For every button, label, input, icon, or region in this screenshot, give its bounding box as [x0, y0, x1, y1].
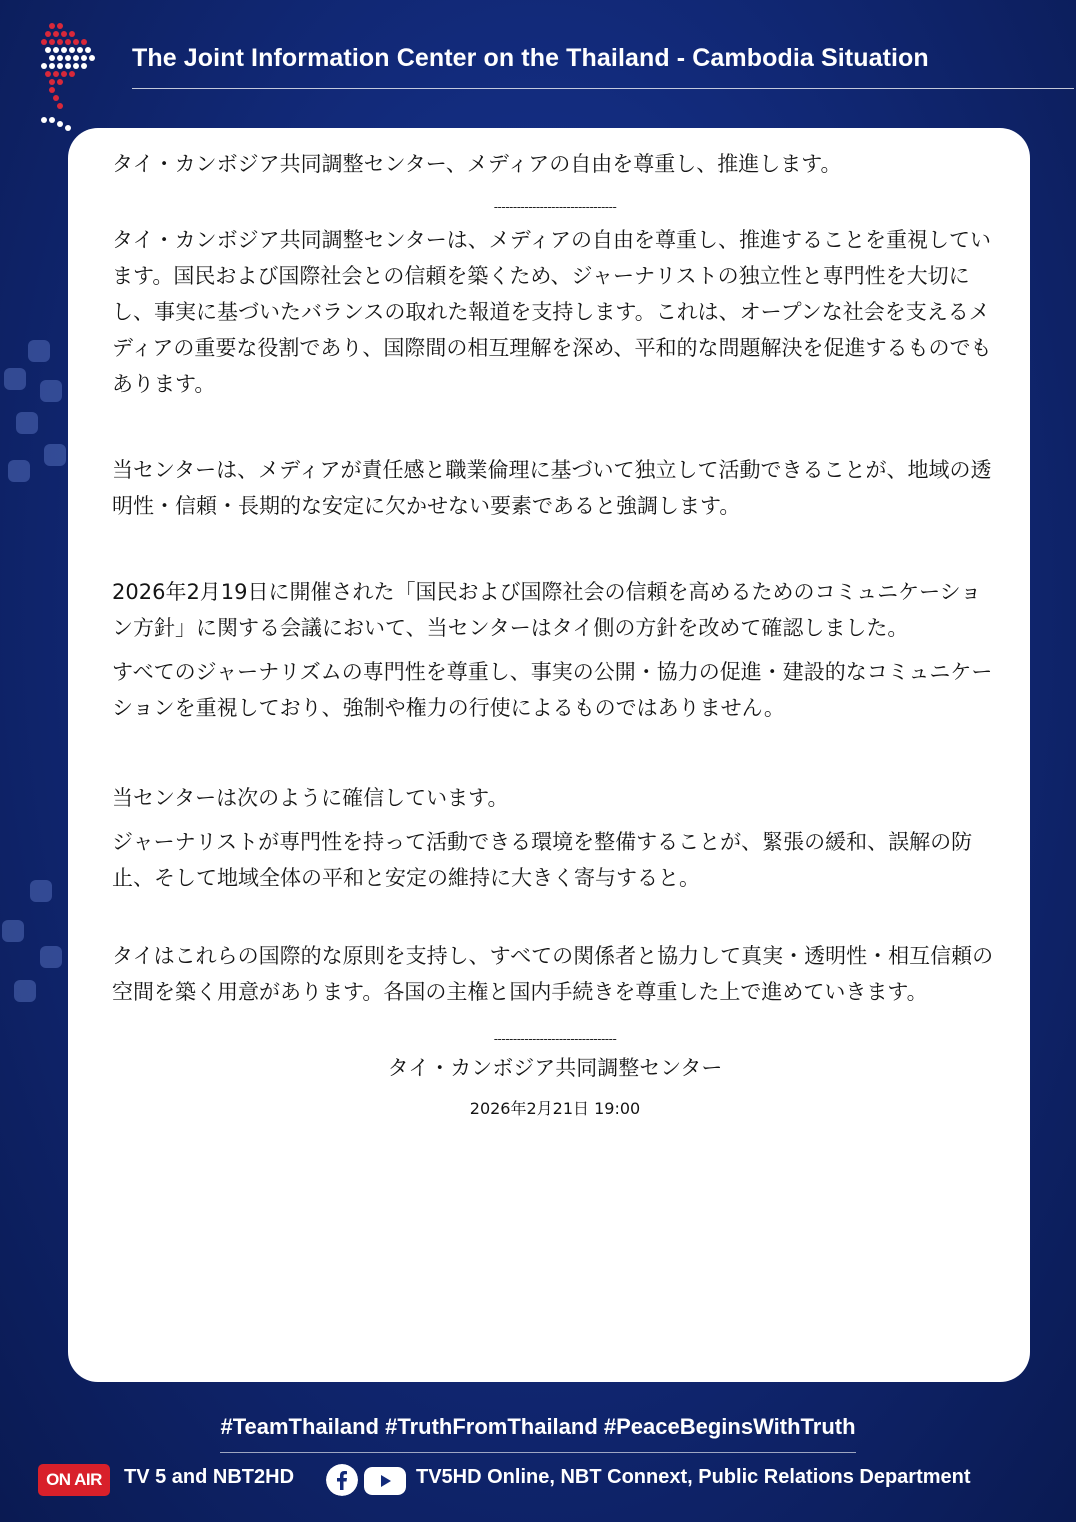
divider-line: --------------------------------: [493, 1032, 617, 1046]
thailand-map-logo: [30, 12, 110, 132]
paragraph-3: 2026年2月19日に開催された「国民および国際社会の信頼を高めるためのコミュニケーション方針」に関する会議において、当センターはタイ側の方針を改めて確認しました。: [112, 580, 982, 640]
paragraph-6: ジャーナリストが専門性を持って活動できる環境を整備することが、緊張の緩和、誤解の防止、そして地域全体の平和と安定の維持に大きく寄与すると。: [112, 830, 973, 890]
header-title: The Joint Information Center on the Thailand - Cambodia Situation: [132, 44, 929, 72]
footer-divider: [220, 1452, 856, 1453]
divider-line: --------------------------------: [493, 200, 617, 214]
on-air-badge: ON AIR: [38, 1464, 110, 1496]
broadcast-channels: TV 5 and NBT2HD: [124, 1466, 295, 1488]
paragraph-4: すべてのジャーナリズムの専門性を尊重し、事実の公開・協力の促進・建設的なコミュニケーションを重視しており、強制や権力の行使によるものではありません。: [112, 660, 993, 720]
statement-content: [112, 146, 998, 1124]
paragraph-2: 当センターは、メディアが責任感と職業倫理に基づいて独立して活動できることが、地域の透明性・信頼・長期的な安定に欠かせない要素であると強調します。: [112, 458, 992, 518]
online-platforms: TV5HD Online, NBT Connext, Public Relations Department: [416, 1466, 971, 1488]
youtube-icon[interactable]: [364, 1467, 406, 1495]
hex-pattern-decoration: [0, 340, 70, 500]
paragraph-1: タイ・カンボジア共同調整センターは、メディアの自由を尊重し、推進することを重視しています。国民および国際社会との信頼を築くため、ジャーナリストの独立性と専門性を大切にし、事実に基づいたバランスの取れた報道を支持します。これは、オープンな社会を支えるメディアの重要な役割であり、国際間の相互理解を深め、平和的な問題解決を促進するものでもあります。: [112, 228, 992, 396]
statement-headline: タイ・カンボジア共同調整センター、メディアの自由を尊重し、推進します。: [112, 152, 842, 176]
hex-pattern-decoration: [0, 880, 70, 1020]
facebook-icon[interactable]: [326, 1464, 358, 1496]
statement-card: [68, 128, 1030, 1382]
statement-date: 2026年2月21日 19:00: [469, 1099, 641, 1118]
signature: タイ・カンボジア共同調整センター: [387, 1056, 723, 1080]
paragraph-7: タイはこれらの国際的な原則を支持し、すべての関係者と協力して真実・透明性・相互信頼の空間を築く用意があります。各国の主権と国内手続きを尊重した上で進めていきます。: [112, 944, 994, 1004]
footer-hashtags: #TeamThailand #TruthFromThailand #PeaceBeginsWithTruth: [220, 1414, 856, 1439]
paragraph-5: 当センターは次のように確信しています。: [112, 786, 509, 810]
header-divider: [132, 88, 1074, 89]
